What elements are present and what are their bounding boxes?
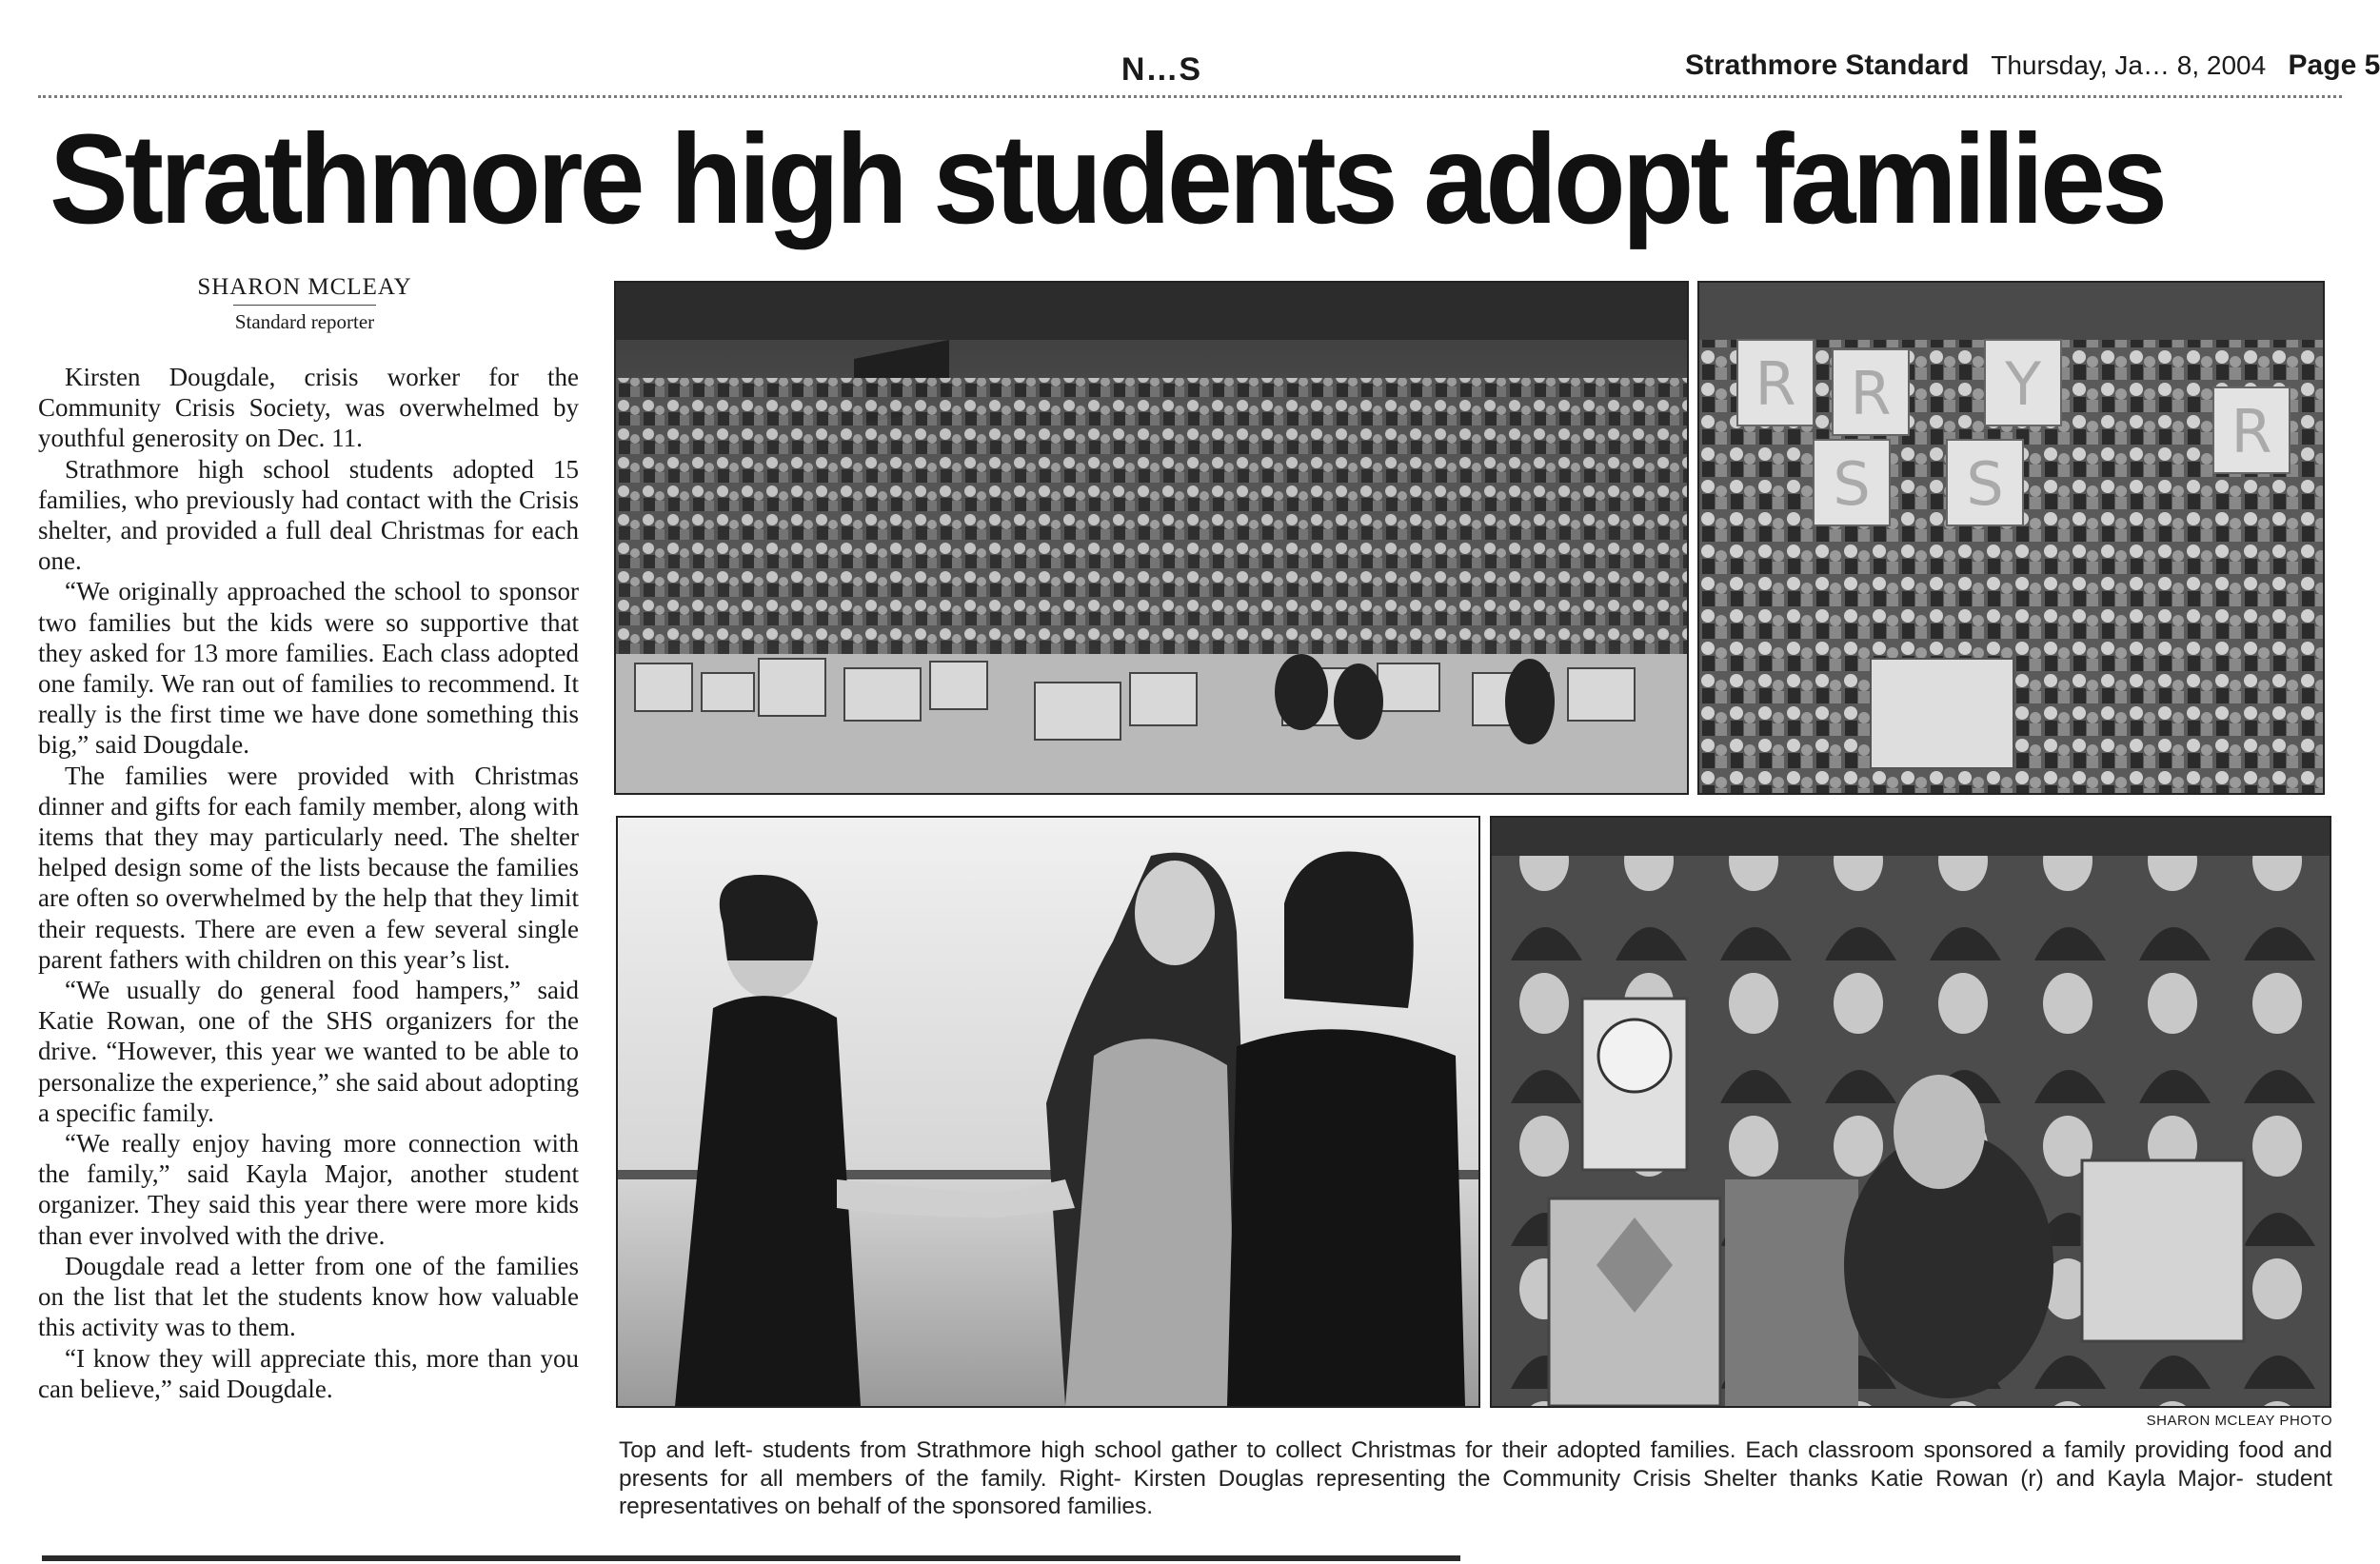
byline-role: Standard reporter <box>234 310 375 333</box>
photo-bleachers-signs <box>1697 281 2325 795</box>
page-number: Page 5 <box>2288 49 2380 81</box>
section-label: N…S <box>1121 51 1202 88</box>
paper-name: Strathmore Standard <box>1685 49 1970 81</box>
sign-letter: R <box>1755 349 1796 419</box>
article-paragraph: Dougdale read a letter from one of the families on the list that let the students know how valuable this activity was to them. <box>38 1251 579 1342</box>
article-paragraph: Strathmore high school students adopted 15 families, who previously had contact with the Crisis shelter, and provided a full deal Christmas for each one. <box>38 454 579 576</box>
sign-letter: S <box>1833 449 1871 519</box>
article-paragraph: “We really enjoy having more connection with the family,” said Kayla Major, another student organizer. They said this year there were more kids than ever involved with the drive. <box>38 1129 579 1250</box>
article-paragraph: “We usually do general food hampers,” said Katie Rowan, one of the SHS organizers for the drive. “However, this year we wanted to be able to personalize the experience,” she said about adopting a specific family. <box>38 976 579 1127</box>
photo-students-gym <box>614 281 1689 795</box>
article-paragraph: “I know they will appreciate this, more than you can believe,” said Dougdale. <box>38 1343 579 1403</box>
article-body <box>38 362 579 1404</box>
byline-divider <box>233 305 376 306</box>
issue-date: Thursday, Ja… 8, 2004 <box>1991 50 2267 80</box>
sign-letter: R <box>1850 359 1892 428</box>
photo-credit: SHARON MCLEAY PHOTO <box>2146 1413 2332 1429</box>
header-rule <box>38 95 2342 98</box>
headline: Strathmore high students adopt families <box>50 109 2164 251</box>
article-paragraph: The families were provided with Christmas dinner and gifts for each family member, along with items that they may particularly need. The shelter helped design some of the lists because the families are often so overwhelmed by the help that they limit their requests. There are even a few several single parent fathers with children on this year’s list. <box>38 761 579 974</box>
article-paragraph: “We originally approached the school to sponsor two families but the kids were so supportive that they asked for 13 more families. Each class adopted one family. We ran out of families to recommend. It really is the first time we have done something this big,” said Dougdale. <box>38 577 579 760</box>
masthead <box>1685 49 2380 82</box>
article-paragraph: Kirsten Dougdale, crisis worker for the Community Crisis Society, was overwhelmed by youthful generosity on Dec. 11. <box>38 363 579 453</box>
sign-letter: Y <box>2005 349 2041 419</box>
bottom-rule <box>42 1555 1460 1561</box>
photo-handshake <box>616 816 1480 1408</box>
photo-caption: Top and left- students from Strathmore high school gather to collect Christmas for their adopted families. Each classroom sponsored a family providing food and presents for all members of the family. Right- Kirsten Douglas representing the Community Crisis Shelter thanks Katie Rowan (r) and Kayla Major- student representatives on behalf of the sponsored families. <box>619 1437 2332 1519</box>
photo-students-gifts <box>1490 816 2331 1408</box>
sign-letter: S <box>1966 449 2004 519</box>
byline-name: SHARON MCLEAY <box>197 274 412 300</box>
sign-letter: R <box>2231 397 2272 466</box>
